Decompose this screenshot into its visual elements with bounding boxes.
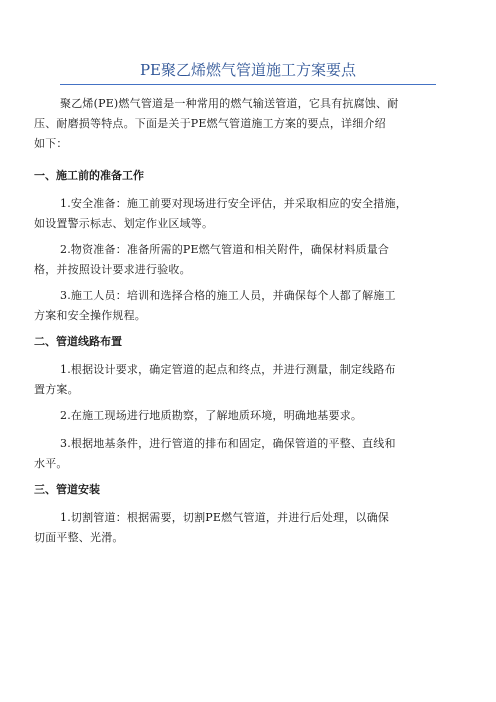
intro-line: 压、耐磨损等特点。下面是关于PE燃气管道施工方案的要点，详细介绍 [34, 117, 386, 130]
list-item [34, 508, 462, 548]
section-heading: 一、施工前的准备工作 [34, 169, 144, 182]
list-item-line: 格，并按照设计要求进行验收。 [34, 263, 191, 276]
section-heading: 三、管道安装 [34, 483, 100, 496]
list-item [34, 240, 462, 280]
section-heading: 二、管道线路布置 [34, 335, 122, 348]
list-item-line: 2.物资准备：准备所需的PE燃气管道和相关附件，确保材料质量合 [60, 243, 390, 256]
list-item-line: 如设置警示标志、划定作业区域等。 [34, 217, 214, 230]
list-item-line: 切面平整、光滑。 [34, 531, 124, 544]
list-item [34, 194, 462, 234]
list-item-line: 置方案。 [34, 383, 79, 396]
list-item [34, 434, 462, 474]
intro-line: 如下： [34, 137, 68, 150]
list-item-line: 方案和安全操作规程。 [34, 309, 146, 322]
list-item-line: 1.切割管道：根据需要，切割PE燃气管道，并进行后处理，以确保 [60, 511, 390, 524]
list-item [34, 406, 462, 426]
list-item-line: 3.施工人员：培训和选择合格的施工人员，并确保每个人都了解施工 [60, 289, 396, 302]
list-item [34, 360, 462, 400]
list-item-line: 1.安全准备：施工前要对现场进行安全评估，并采取相应的安全措施， [60, 197, 407, 210]
list-item-line: 1.根据设计要求，确定管道的起点和终点，并进行测量，制定线路布 [60, 363, 396, 376]
title-underline [60, 84, 436, 85]
list-item-line: 3.根据地基条件，进行管道的排布和固定，确保管道的平整、直线和 [60, 437, 396, 450]
intro-paragraph [34, 94, 462, 154]
document-title: PE聚乙烯燃气管道施工方案要点 [139, 61, 357, 79]
intro-line: 聚乙烯(PE)燃气管道是一种常用的燃气输送管道，它具有抗腐蚀、耐 [60, 97, 399, 110]
list-item [34, 286, 462, 326]
list-item-line: 2.在施工现场进行地质勘察，了解地质环境，明确地基要求。 [60, 409, 363, 422]
list-item-line: 水平。 [34, 457, 68, 470]
